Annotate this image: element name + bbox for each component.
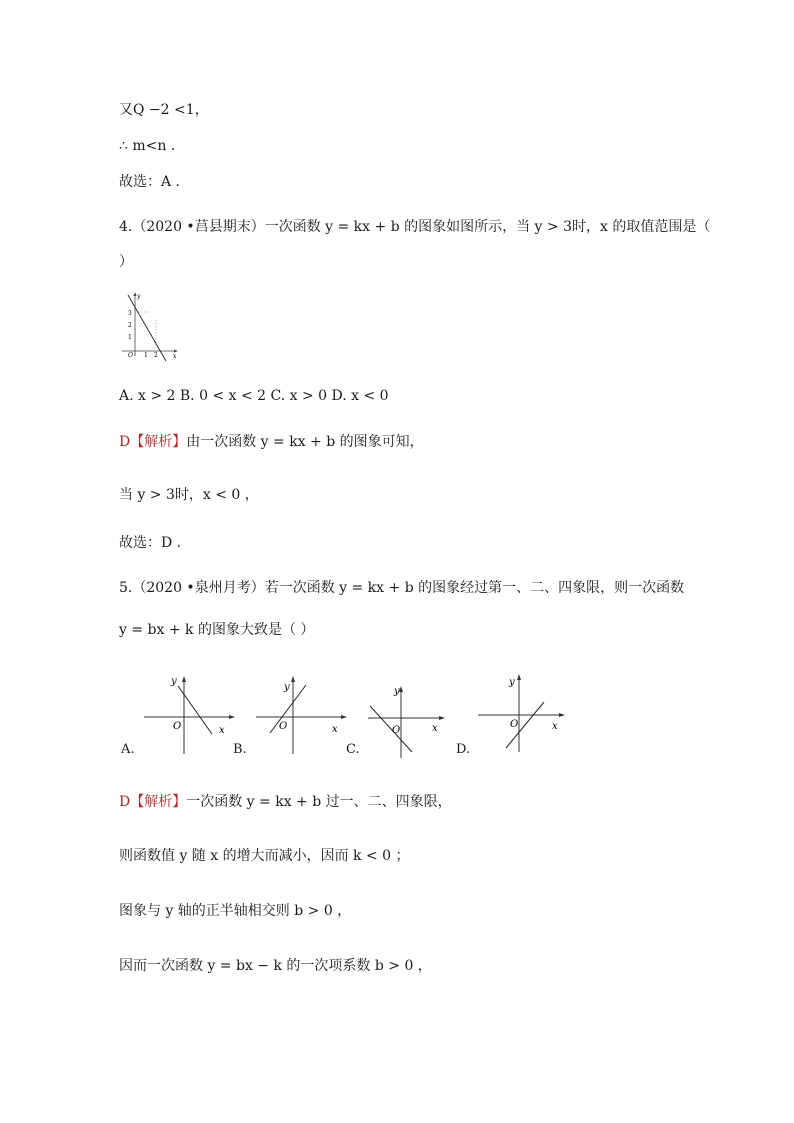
- solution-4-text: 由一次函数 y = kx + b 的图象可知，: [186, 434, 424, 450]
- q5b-x-arrow: [341, 715, 347, 719]
- question-5: [119, 578, 684, 598]
- text-line-3: [119, 172, 180, 192]
- q5b-origin-label: O: [279, 721, 288, 732]
- solution-4: [119, 432, 424, 452]
- q4-origin-label: O: [128, 352, 133, 359]
- question-4-text: 4.（2020 •莒县期末）一次函数 y = kx + b 的图象如图所示，当 y > 3时，x 的取值范围是（: [119, 219, 711, 235]
- solution-5-label: D【解析】: [119, 794, 187, 810]
- q5-graph-d: [474, 668, 574, 758]
- q5a-y-arrow: [182, 676, 186, 682]
- q5c-origin-label: O: [392, 725, 401, 736]
- solution-5: [119, 792, 452, 812]
- line-2-text: ∴ m<n .: [119, 138, 176, 154]
- question-4-paren-text: ）: [119, 254, 133, 270]
- question-5-text: 5.（2020 •泉州月考）若一次函数 y = kx + b 的图象经过第一、二、四象限，则一次函数: [119, 580, 685, 596]
- q4-y-tick-2: 2: [128, 322, 132, 329]
- question-5-line-2-text: y = bx + k 的图象大致是（ ）: [119, 622, 315, 638]
- q5-graph-c: [364, 680, 454, 765]
- solution-5-line-2: [119, 846, 410, 866]
- solution-5-line-4-text: 因而一次函数 y = bx − k 的一次项系数 b > 0 ，: [119, 958, 432, 974]
- solution-5-line-4: [119, 956, 432, 976]
- q5-option-b-label: B.: [233, 742, 247, 757]
- solution-4-label: D【解析】: [119, 434, 187, 450]
- text-line-2: [119, 136, 175, 156]
- q5d-y-arrow: [517, 674, 521, 680]
- question-4: [119, 217, 710, 237]
- q5-option-c-label: C.: [346, 742, 360, 757]
- q5-graph-b: [252, 670, 352, 760]
- q5c-x-arrow: [439, 716, 445, 720]
- q5d-x-label: x: [552, 721, 558, 732]
- q5-option-d-label: D.: [456, 742, 471, 757]
- solution-4-line-3-text: 故选：D .: [119, 535, 182, 551]
- q5a-x-arrow: [229, 715, 235, 719]
- q5d-origin-label: O: [510, 719, 519, 730]
- line-1-text: 又Q −2 <1，: [119, 102, 209, 118]
- solution-5-line-3: [119, 901, 351, 921]
- question-4-graph: [118, 290, 180, 362]
- q5d-y-label: y: [509, 677, 515, 688]
- q5a-origin-label: O: [173, 721, 182, 732]
- text-line-1: [119, 100, 209, 120]
- q5-graph-a: [140, 670, 240, 760]
- line-3-text: 故选：A .: [119, 174, 181, 190]
- q4-y-label: y: [137, 293, 141, 300]
- q5c-y-label: y: [394, 686, 400, 697]
- q5b-y-arrow: [291, 676, 295, 682]
- q5b-y-label: y: [284, 682, 290, 693]
- q5c-function-line: [370, 706, 412, 752]
- q4-x-tick-2: 2: [154, 352, 158, 359]
- q5-option-a-label: A.: [121, 742, 135, 757]
- solution-5-line-2-text: 则函数值 y 随 x 的增大而减小，因而 k < 0 ；: [119, 848, 410, 864]
- solution-5-line-3-text: 图象与 y 轴的正半轴相交则 b > 0 ，: [119, 903, 352, 919]
- q4-y-tick-1: 1: [128, 334, 132, 341]
- q5a-function-line: [178, 686, 212, 734]
- solution-4-line-2-text: 当 y > 3时，x < 0 ，: [119, 487, 259, 503]
- question-4-options: [119, 386, 389, 406]
- q5b-x-label: x: [332, 724, 338, 735]
- q4-x-tick-1: 1: [144, 352, 148, 359]
- q5a-y-label: y: [171, 676, 177, 687]
- question-4-paren: [119, 252, 133, 272]
- q5d-x-arrow: [559, 713, 565, 717]
- question-4-options-text: A. x > 2 B. 0 < x < 2 C. x > 0 D. x < 0: [119, 388, 389, 404]
- q5a-x-label: x: [219, 725, 225, 736]
- question-5-line-2: [119, 620, 314, 640]
- solution-4-line-2: [119, 485, 259, 505]
- q4-x-label: x: [173, 353, 177, 360]
- solution-5-text: 一次函数 y = kx + b 过一、二、四象限，: [186, 794, 452, 810]
- q5c-x-label: x: [432, 723, 438, 734]
- q4-y-tick-3: 3: [128, 310, 132, 317]
- solution-4-line-3: [119, 533, 181, 553]
